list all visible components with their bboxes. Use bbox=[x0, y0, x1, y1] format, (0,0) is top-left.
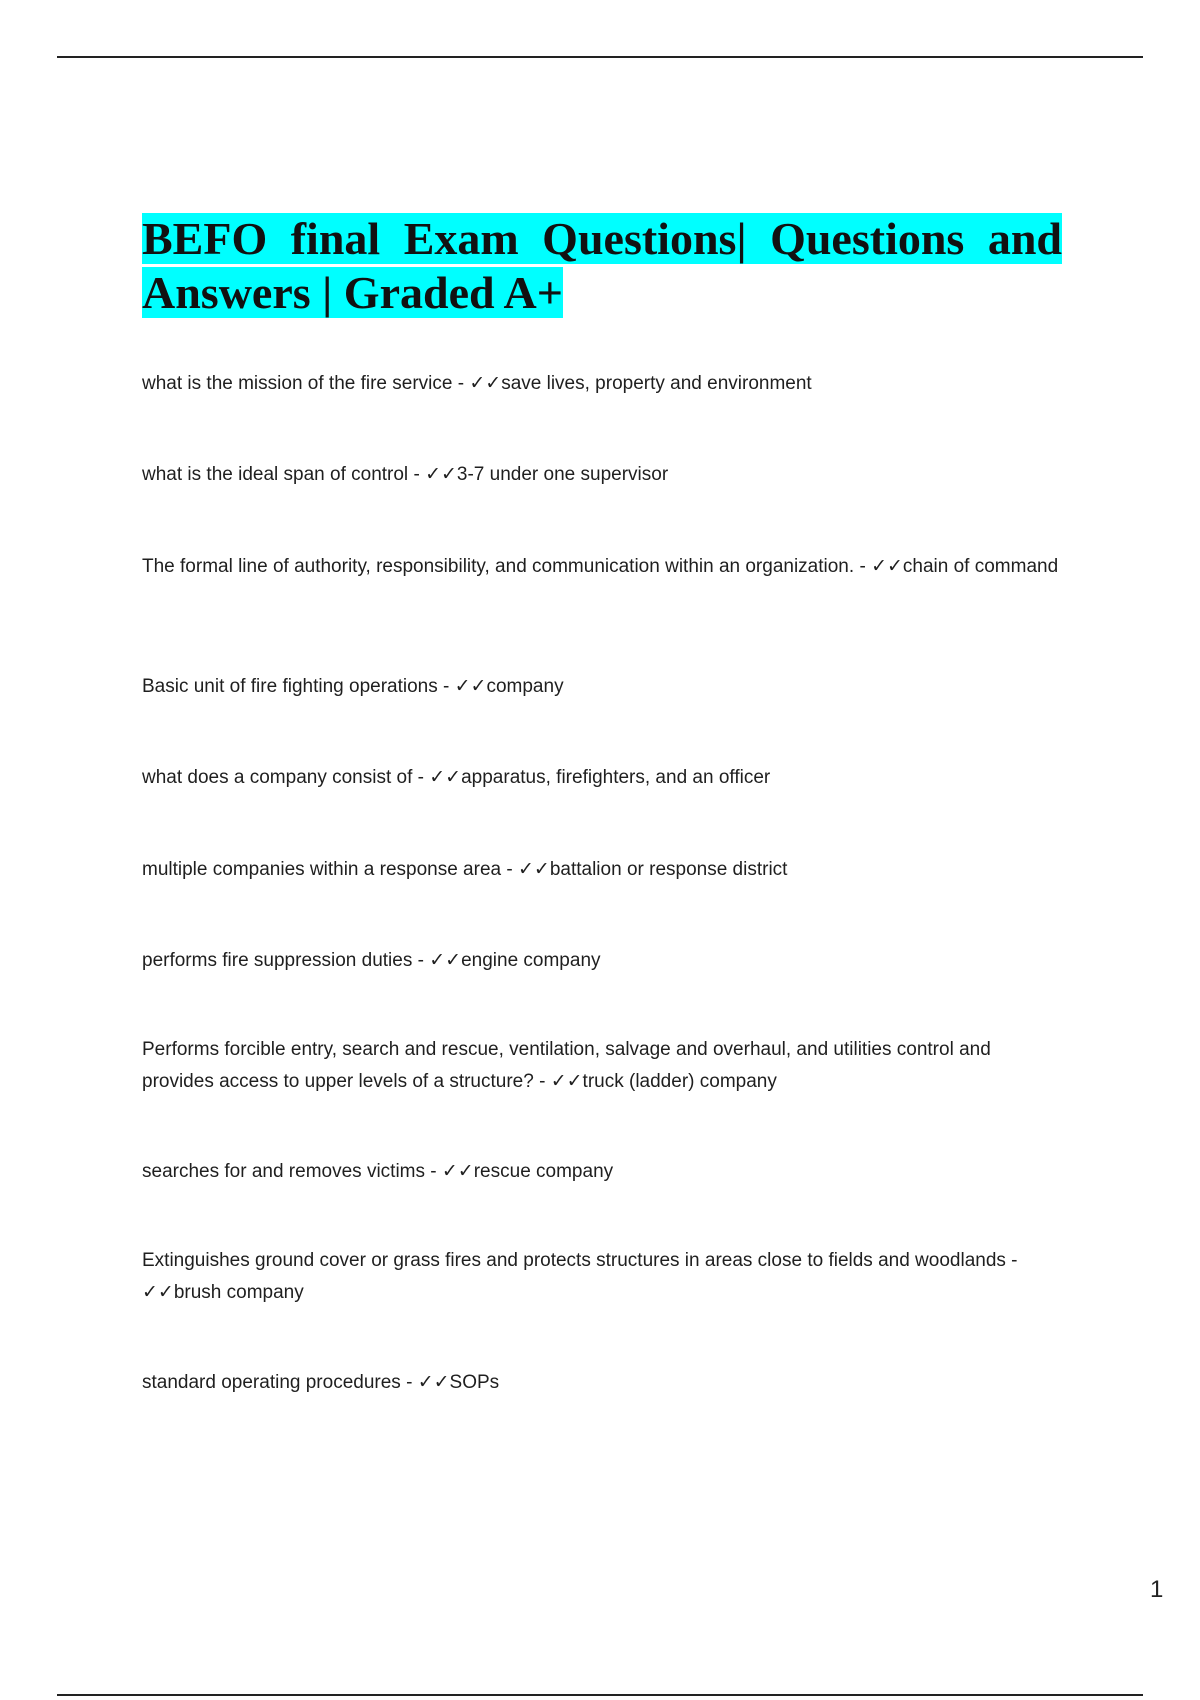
qa-item bbox=[142, 368, 1062, 400]
answer-text: battalion or response district bbox=[549, 859, 788, 880]
question-text: The formal line of authority, responsibility, and communication within an organization. bbox=[142, 556, 855, 577]
qa-item bbox=[142, 1245, 1062, 1309]
answer-text: brush company bbox=[173, 1282, 304, 1303]
separator: - bbox=[533, 1071, 551, 1092]
checkmark-icon: ✓✓ bbox=[425, 464, 457, 485]
question-text: searches for and removes victims bbox=[142, 1161, 425, 1182]
title-highlight: BEFO final Exam Questions| Questions and Answers | Graded A+ bbox=[142, 213, 1062, 318]
checkmark-icon: ✓✓ bbox=[517, 859, 550, 880]
checkmark-icon: ✓✓ bbox=[441, 1161, 474, 1182]
question-text: performs fire suppression duties bbox=[142, 950, 413, 971]
separator: - bbox=[1005, 1250, 1018, 1271]
page-number: 1 bbox=[1150, 1576, 1164, 1603]
separator: - bbox=[408, 464, 426, 485]
separator: - bbox=[854, 556, 872, 577]
qa-item bbox=[142, 945, 1062, 977]
top-rule bbox=[57, 56, 1143, 58]
answer-text: chain of command bbox=[902, 556, 1059, 577]
question-text: standard operating procedures bbox=[142, 1372, 401, 1393]
checkmark-icon: ✓✓ bbox=[871, 556, 903, 577]
qa-item bbox=[142, 1367, 1062, 1399]
question-text: multiple companies within a response area bbox=[142, 859, 502, 880]
qa-item bbox=[142, 1034, 1062, 1098]
checkmark-icon: ✓✓ bbox=[429, 950, 462, 971]
question-text: what is the ideal span of control bbox=[142, 464, 409, 485]
qa-item bbox=[142, 762, 1062, 794]
answer-text: save lives, property and environment bbox=[501, 373, 812, 394]
checkmark-icon: ✓✓ bbox=[550, 1071, 583, 1092]
question-text: Basic unit of fire fighting operations bbox=[142, 676, 438, 697]
separator: - bbox=[412, 950, 430, 971]
question-text: what is the mission of the fire service bbox=[142, 373, 453, 394]
checkmark-icon: ✓✓ bbox=[469, 373, 502, 394]
answer-text: company bbox=[486, 676, 564, 697]
separator: - bbox=[501, 859, 518, 880]
checkmark-icon: ✓✓ bbox=[142, 1282, 174, 1303]
answer-text: engine company bbox=[461, 950, 601, 971]
checkmark-icon: ✓✓ bbox=[454, 676, 487, 697]
qa-item bbox=[142, 854, 1062, 886]
answer-text: 3-7 under one supervisor bbox=[456, 464, 669, 485]
answer-text: SOPs bbox=[449, 1372, 500, 1393]
separator: - bbox=[437, 676, 455, 697]
separator: - bbox=[400, 1372, 418, 1393]
separator: - bbox=[425, 1161, 442, 1182]
question-text: Performs forcible entry, search and rescue, ventilation, salvage and overhaul, and utilities control and provides access to upper levels of a structure? bbox=[142, 1039, 991, 1092]
separator: - bbox=[412, 767, 430, 788]
qa-item bbox=[142, 671, 1062, 703]
answer-text: truck (ladder) company bbox=[582, 1071, 777, 1092]
checkmark-icon: ✓✓ bbox=[429, 767, 462, 788]
qa-item bbox=[142, 459, 1062, 491]
question-text: Extinguishes ground cover or grass fires and protects structures in areas close to fields and woodlands bbox=[142, 1250, 1006, 1271]
separator: - bbox=[452, 373, 470, 394]
question-text: what does a company consist of bbox=[142, 767, 413, 788]
document-title bbox=[142, 212, 1062, 320]
qa-item bbox=[142, 1156, 1062, 1188]
answer-text: rescue company bbox=[473, 1161, 614, 1182]
answer-text: apparatus, firefighters, and an officer bbox=[461, 767, 771, 788]
qa-item bbox=[142, 551, 1062, 583]
bottom-rule bbox=[57, 1694, 1143, 1696]
checkmark-icon: ✓✓ bbox=[417, 1372, 450, 1393]
